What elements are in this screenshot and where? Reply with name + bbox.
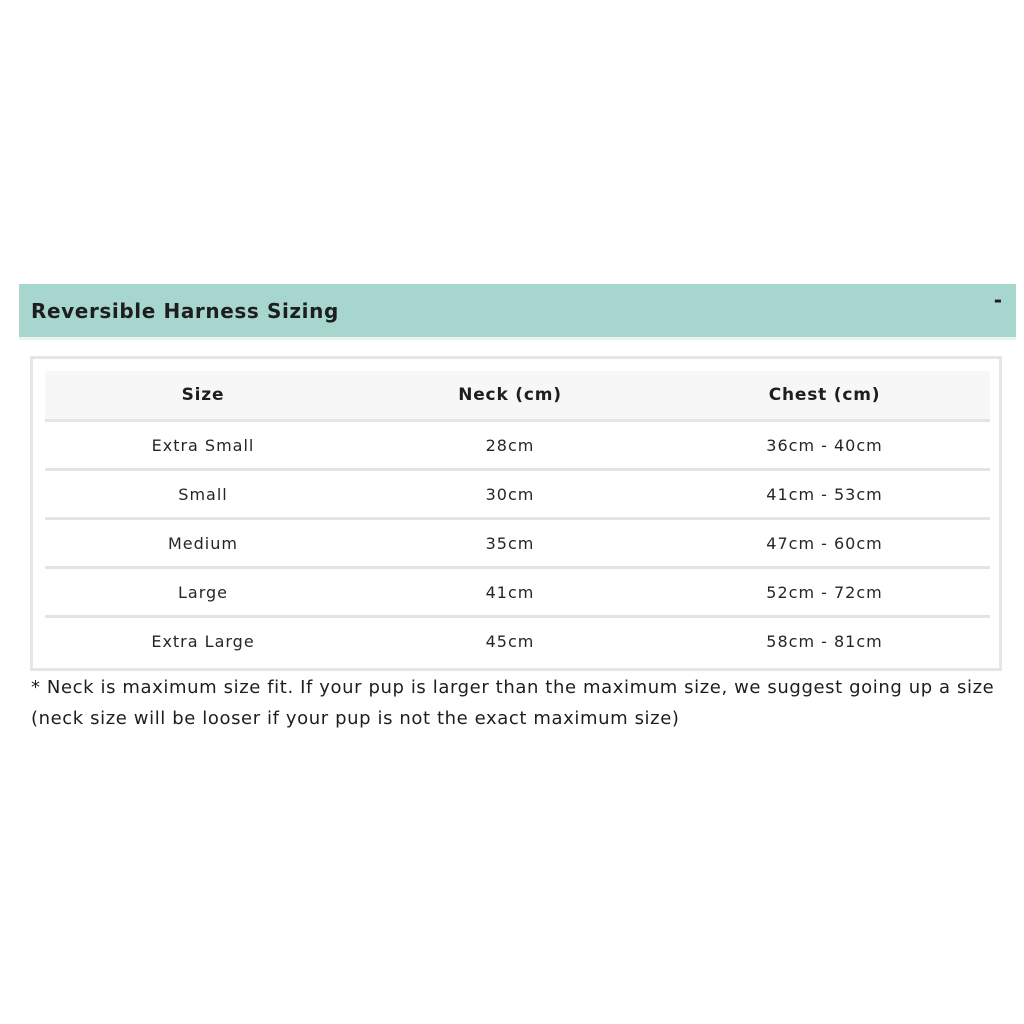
table-row xyxy=(45,617,990,665)
cell-chest: 58cm - 81cm xyxy=(766,631,883,651)
cell-chest: 41cm - 53cm xyxy=(659,470,990,519)
cell-size: Small xyxy=(45,470,361,519)
table-row xyxy=(45,470,990,519)
column-header-chest: Chest (cm) xyxy=(659,371,990,421)
collapse-minus-icon[interactable]: - xyxy=(993,288,1002,312)
cell-size: Extra Small xyxy=(45,421,361,470)
column-header-neck: Neck (cm) xyxy=(361,371,659,421)
cell-size: Large xyxy=(45,568,361,617)
cell-chest: 36cm - 40cm xyxy=(659,421,990,470)
cell-neck: 30cm xyxy=(361,470,659,519)
accordion-title: Reversible Harness Sizing xyxy=(31,299,339,323)
size-table xyxy=(45,371,990,664)
cell-neck: 45cm xyxy=(485,631,535,651)
cell-chest: 52cm - 72cm xyxy=(659,568,990,617)
cell-neck: 28cm xyxy=(361,421,659,470)
cell-neck: 41cm xyxy=(361,568,659,617)
cell-size: Extra Large xyxy=(151,631,255,651)
sizing-footnote: * Neck is maximum size fit. If your pup is larger than the maximum size, we suggest going up a size (neck size will be looser if your pup is not the exact maximum size) xyxy=(31,677,995,729)
cell-size: Medium xyxy=(45,519,361,568)
table-row xyxy=(45,519,990,568)
accordion-header[interactable] xyxy=(19,284,1016,340)
table-row xyxy=(45,421,990,470)
table-header-row xyxy=(45,371,990,421)
cell-chest: 47cm - 60cm xyxy=(659,519,990,568)
size-table-frame xyxy=(30,356,1002,671)
column-header-size: Size xyxy=(45,371,361,421)
cell-neck: 35cm xyxy=(361,519,659,568)
table-row xyxy=(45,568,990,617)
